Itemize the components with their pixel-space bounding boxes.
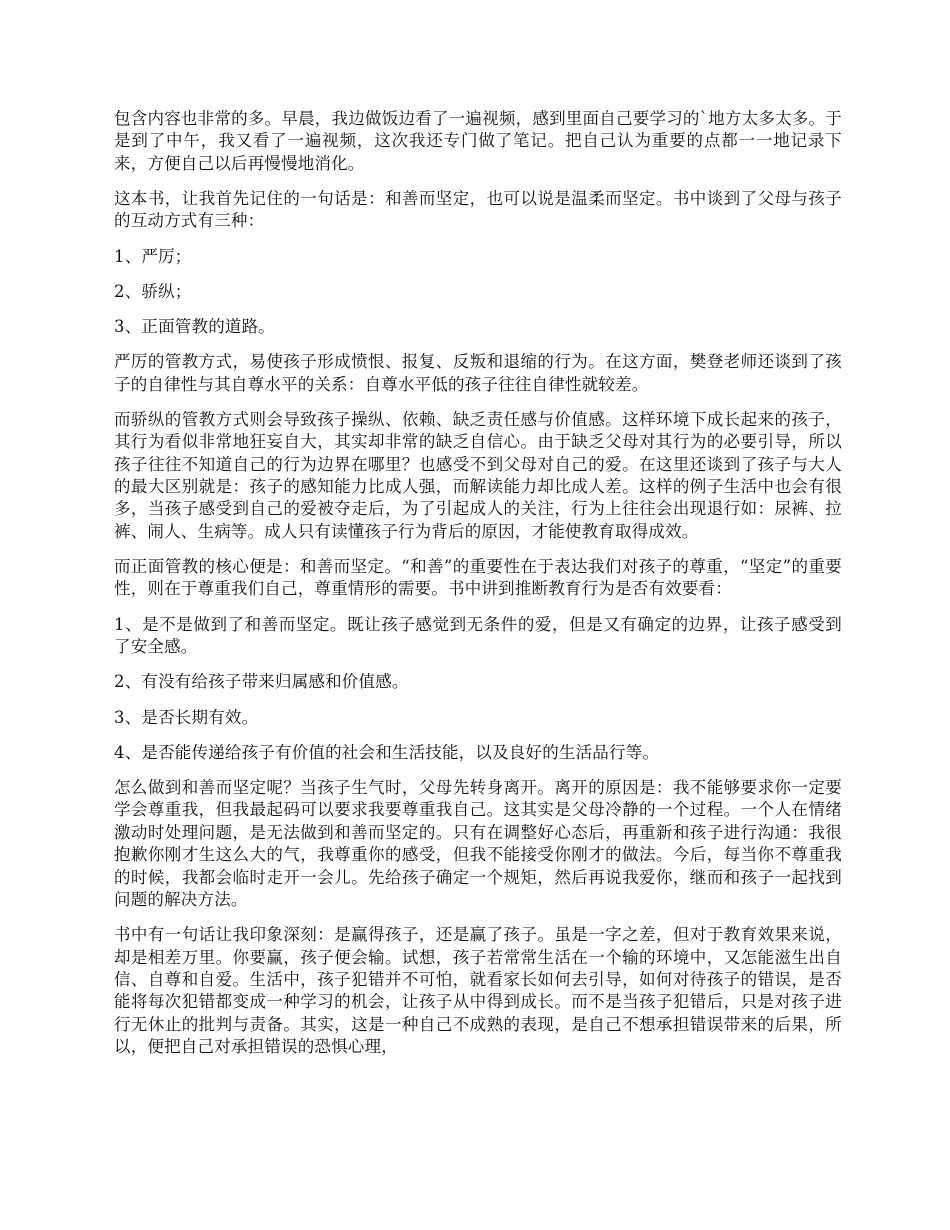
paragraph-indulgent-method: 而骄纵的管教方式则会导致孩子操纵、依赖、缺乏责任感与价值感。这样环境下成长起来的孩子，其行为看似非常地狂妄自大，其实却非常的缺乏自信心。由于缺乏父母对其行为的必要引导，所以孩子往往不知道自己的行为边界在哪里？也感受不到父母对自己的爱。在这里还谈到了孩子与大人的最大区别就是：孩子的感知能力比成人强，而解读能力却比成人差。这样的例子生活中也会有很多，当孩子感受到自己的爱被夺走后，为了引起成人的关注，行为上往往会出现退行如：尿裤、拉裤、闹人、生病等。成人只有读懂孩子行为背后的原因，才能使教育取得成效。 xyxy=(114,409,842,541)
list-item-criterion-2: 2、有没有给孩子带来归属感和价值感。 xyxy=(114,672,409,692)
paragraph-positive-core: 而正面管教的核心便是：和善而坚定。“和善”的重要性在于表达我们对孩子的尊重，“坚定”的重要性，则在于尊重我们自己，尊重情形的需要。书中讲到推断教育行为是否有效要看： xyxy=(114,557,842,599)
list-item-criterion-1: 1、是不是做到了和善而坚定。既让孩子感觉到无条件的爱，但是又有确定的边界，让孩子感受到了安全感。 xyxy=(114,614,842,657)
document-body xyxy=(114,108,842,1071)
list-item-positive-discipline: 3、正面管教的道路。 xyxy=(114,317,275,337)
paragraph-intro-notes: 包含内容也非常的多。早晨，我边做饭边看了一遍视频，感到里面自己要学习的`地方太多太多。于是到了中午，我又看了一遍视频，这次我还专门做了笔记。把自己认为重要的点都一一地记录下来，方便自己以后再慢慢地消化。 xyxy=(114,109,842,173)
paragraph-strict-method: 严厉的管教方式，易使孩子形成愤恨、报复、反叛和退缩的行为。在这方面，樊登老师还谈到了孩子的自律性与其自尊水平的关系：自尊水平低的孩子往往自律性就较差。 xyxy=(114,352,842,394)
paragraph-first-quote: 这本书，让我首先记住的一句话是：和善而坚定，也可以说是温柔而坚定。书中谈到了父母与孩子的互动方式有三种： xyxy=(114,189,842,231)
list-item-indulgent: 2、骄纵； xyxy=(114,281,192,301)
paragraph-how-to: 怎么做到和善而坚定呢？当孩子生气时，父母先转身离开。离开的原因是：我不能够要求你一定要学会尊重我，但我最起码可以要求我要尊重我自己。这其实是父母冷静的一个过程。一个人在情绪激动时处理问题，是无法做到和善而坚定的。只有在调整好心态后，再重新和孩子进行沟通：我很抱歉你刚才生这么大的气，我尊重你的感受，但我不能接受你刚才的做法。今后，每当你不尊重我的时候，我都会临时走开一会儿。先给孩子确定一个规矩，然后再说我爱你，继而和孩子一起找到问题的解决方法。 xyxy=(114,777,842,909)
list-item-criterion-3: 3、是否长期有效。 xyxy=(114,707,259,727)
list-item-strict: 1、严厉； xyxy=(114,246,192,266)
list-item-criterion-4: 4、是否能传递给孩子有价值的社会和生活技能，以及良好的生活品行等。 xyxy=(114,742,660,762)
paragraph-win-child: 书中有一句话让我印象深刻：是赢得孩子，还是赢了孩子。虽是一字之差，但对于教育效果来说，却是相差万里。你要赢，孩子便会输。试想，孩子若常常生活在一个输的环境中，又怎能滋生出自信、自尊和自爱。生活中，孩子犯错并不可怕，就看家长如何去引导，如何对待孩子的错误，是否能将每次犯错都变成一种学习的机会，让孩子从中得到成长。而不是当孩子犯错后，只是对孩子进行无休止的批判与责备。其实，这是一种自己不成熟的表现，是自己不想承担错误带来的后果，所以，便把自己对承担错误的恐惧心理， xyxy=(114,925,842,1057)
